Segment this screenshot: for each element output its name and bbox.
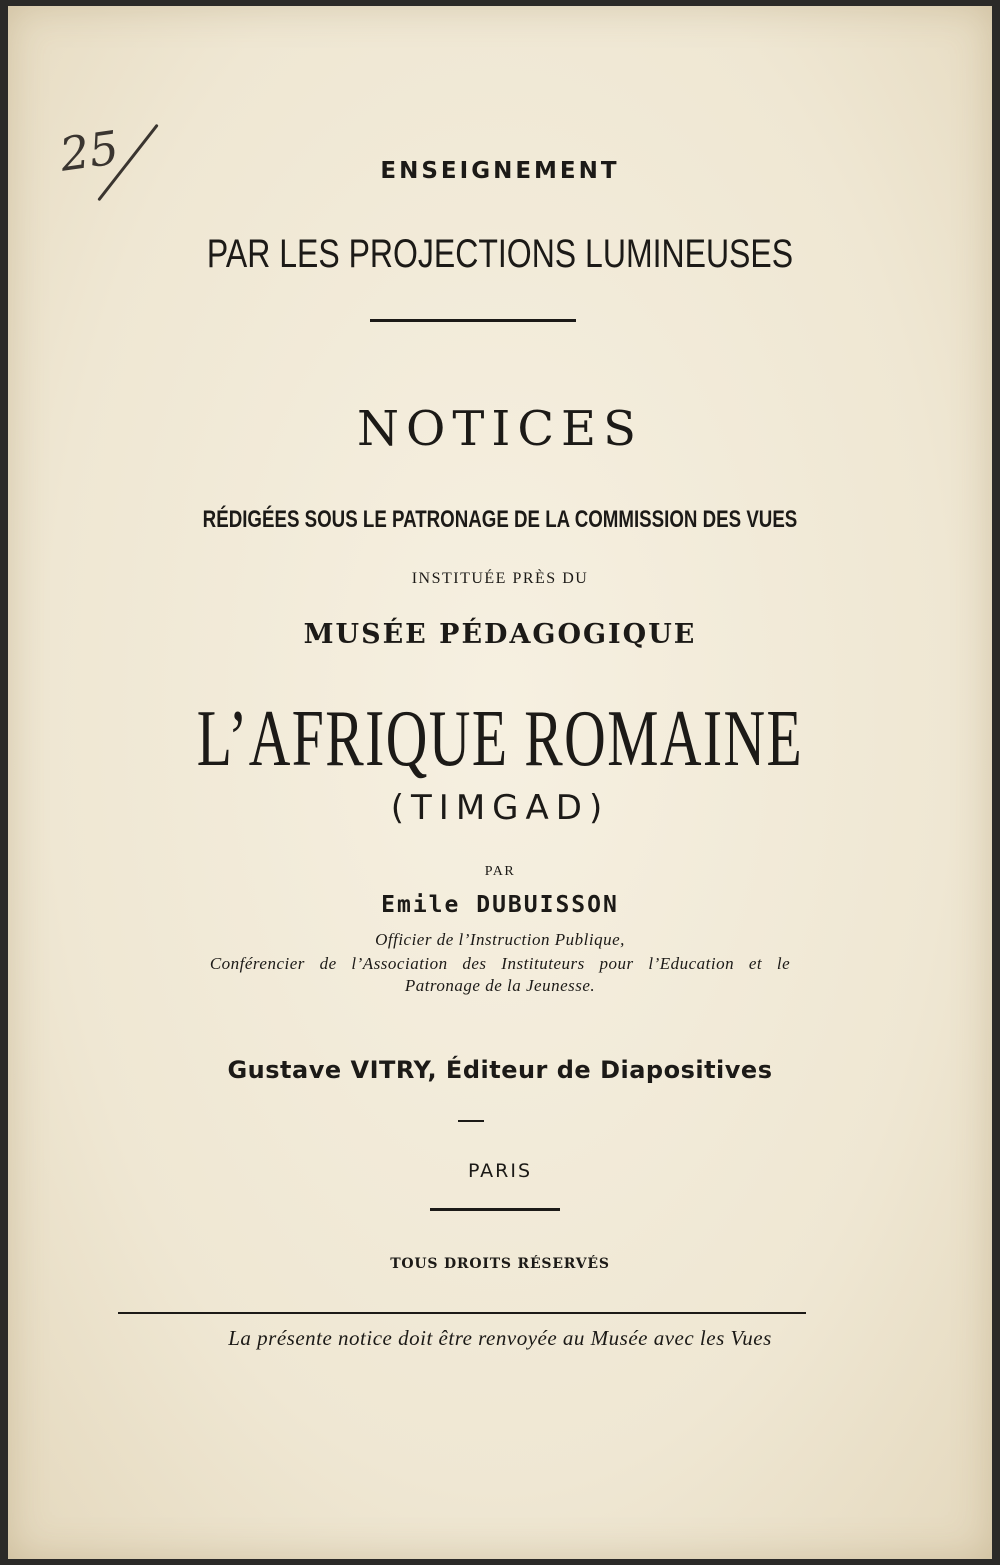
patronage-line: RÉDIGÉES SOUS LE PATRONAGE DE LA COMMISSION DES VUES [202, 506, 798, 533]
author-role-line-3: Patronage de la Jeunesse. [404, 976, 596, 995]
main-title: L’AFRIQUE ROMAINE [196, 695, 804, 783]
author-role-line-2: Conférencier de l’Association des Instituteurs pour l’Education et le [209, 954, 791, 973]
publisher-name: Gustave VITRY, Éditeur de Diapositives [227, 1056, 773, 1084]
author-role-line-1: Officier de l’Instruction Publique, [375, 930, 625, 949]
notices-title: NOTICES [357, 401, 643, 457]
musee-line: MUSÉE PÉDAGOGIQUE [303, 619, 697, 650]
heading-line-2: PAR LES PROJECTIONS LUMINEUSES [206, 232, 794, 276]
document-page [8, 6, 992, 1559]
top-divider [370, 319, 576, 322]
subtitle: (TIMGAD) [390, 788, 610, 828]
city-divider [430, 1208, 560, 1211]
par-label: PAR [484, 864, 516, 879]
heading-line-1: ENSEIGNEMENT [380, 158, 620, 184]
instituee-line: INSTITUÉE PRÈS DU [411, 570, 589, 587]
author-name: Emile DUBUISSON [381, 892, 619, 918]
footer-note: La présente notice doit être renvoyée au Musée avec les Vues [228, 1326, 772, 1350]
handwritten-number: 25 [56, 120, 123, 182]
rights-notice: TOUS DROITS RÉSERVÉS [390, 1256, 610, 1272]
separator-dash [458, 1120, 484, 1122]
publisher-city: PARIS [467, 1160, 533, 1182]
footer-rule [118, 1312, 806, 1314]
